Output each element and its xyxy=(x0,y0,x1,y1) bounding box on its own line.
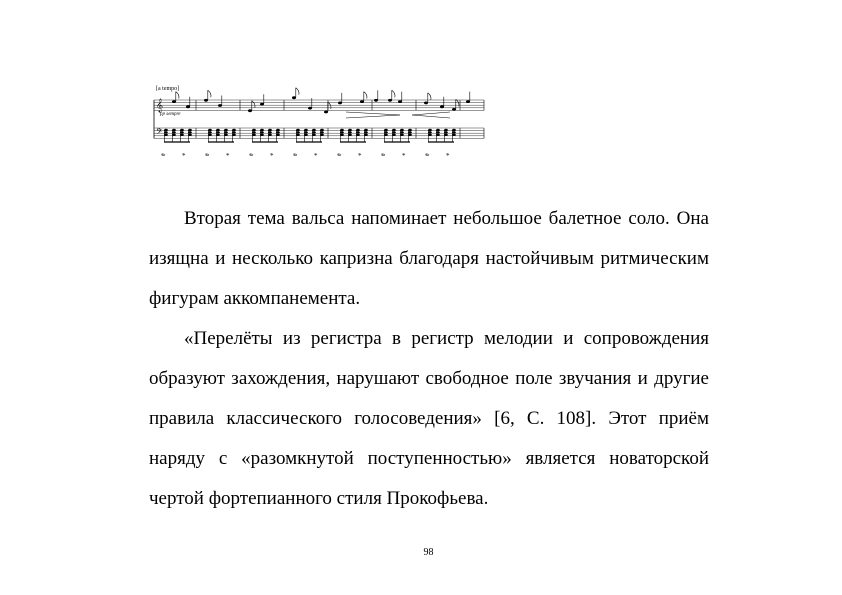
melody-note xyxy=(186,105,190,108)
melody-note xyxy=(374,99,378,102)
chord-note xyxy=(400,131,404,133)
chord-note xyxy=(364,129,368,131)
chord-note xyxy=(320,129,324,131)
chord-note xyxy=(180,134,184,136)
pedal-mark: 𝆮 xyxy=(204,152,209,160)
music-notation-excerpt xyxy=(150,84,486,162)
paragraph-1: Вторая тема вальса напоминает небольшое балетное соло. Она изящна и несколько капризна благодаря настойчивым ритмическим фигурам аккомпанемента. xyxy=(149,208,709,309)
chord-note xyxy=(384,134,388,136)
melody-note xyxy=(452,108,456,111)
diminuendo-hairpin xyxy=(412,112,450,118)
chord-note xyxy=(452,129,456,131)
note-flag xyxy=(364,92,367,99)
pedal-mark: 𝆮 xyxy=(248,152,253,160)
chord-note xyxy=(384,129,388,131)
chord-note xyxy=(252,131,256,133)
chord-note xyxy=(320,134,324,136)
chord-note xyxy=(172,134,176,136)
pedal-mark: 𝆮 xyxy=(424,152,429,160)
chord-note xyxy=(312,134,316,136)
chord-note xyxy=(436,129,440,131)
chord-note xyxy=(260,131,264,133)
chord-note xyxy=(348,131,352,133)
melody-note xyxy=(292,96,296,99)
chord-note xyxy=(364,134,368,136)
chord-note xyxy=(164,129,168,131)
chord-note xyxy=(268,131,272,133)
chord-note xyxy=(320,131,324,133)
chord-note xyxy=(276,131,280,133)
melody-note xyxy=(466,100,470,103)
chord-note xyxy=(180,129,184,131)
chord-note xyxy=(312,129,316,131)
chord-note xyxy=(224,134,228,136)
chord-note xyxy=(452,131,456,133)
chord-note xyxy=(296,131,300,133)
pedal-release-mark: * xyxy=(402,152,406,160)
chord-note xyxy=(188,129,192,131)
pedal-release-mark: * xyxy=(314,152,318,160)
chord-note xyxy=(444,131,448,133)
pedal-mark: 𝆮 xyxy=(160,152,165,160)
paragraph-2: «Перелёты из регистра в регистр мелодии и сопровождения образуют захождения, нарушают свободное поле звучания и другие правила классического голосоведения» [6, С. 108]. Этот приём наряду с «разомкнутой поступенностью» является новаторской чертой фортепианного стиля Прокофьева. xyxy=(149,328,709,509)
chord-note xyxy=(188,134,192,136)
chord-note xyxy=(216,134,220,136)
page-number: 98 xyxy=(423,547,434,558)
chord-note xyxy=(276,134,280,136)
chord-note xyxy=(304,134,308,136)
chord-note xyxy=(216,131,220,133)
note-flag xyxy=(392,90,395,97)
note-flag xyxy=(296,88,299,95)
melody-note xyxy=(204,99,208,102)
chord-note xyxy=(400,129,404,131)
note-flag xyxy=(428,93,431,100)
chord-note xyxy=(172,131,176,133)
chord-note xyxy=(304,131,308,133)
chord-note xyxy=(356,131,360,133)
chord-note xyxy=(408,134,412,136)
chord-note xyxy=(224,129,228,131)
note-flag xyxy=(208,90,211,97)
chord-note xyxy=(172,129,176,131)
pedal-mark: 𝆮 xyxy=(380,152,385,160)
chord-note xyxy=(268,129,272,131)
melody-note xyxy=(218,104,222,107)
pedal-release-mark: * xyxy=(446,152,450,160)
chord-note xyxy=(224,131,228,133)
chord-note xyxy=(392,131,396,133)
chord-note xyxy=(348,134,352,136)
crescendo-hairpin xyxy=(346,112,400,118)
chord-note xyxy=(268,134,272,136)
chord-note xyxy=(400,134,404,136)
melody-note xyxy=(248,109,252,112)
chord-note xyxy=(356,129,360,131)
chord-note xyxy=(232,131,236,133)
chord-note xyxy=(208,131,212,133)
chord-note xyxy=(444,134,448,136)
chord-note xyxy=(296,129,300,131)
chord-note xyxy=(428,134,432,136)
chord-note xyxy=(232,129,236,131)
melody-note xyxy=(398,100,402,103)
chord-note xyxy=(304,129,308,131)
chord-note xyxy=(444,129,448,131)
chord-note xyxy=(216,129,220,131)
chord-note xyxy=(452,134,456,136)
chord-note xyxy=(428,129,432,131)
melody-note xyxy=(260,103,264,106)
treble-clef-mark: 𝄞 xyxy=(156,98,164,112)
chord-note xyxy=(408,129,412,131)
melody-note xyxy=(440,105,444,108)
chord-note xyxy=(208,129,212,131)
chord-note xyxy=(164,134,168,136)
melody-note xyxy=(424,102,428,105)
pedal-release-mark: * xyxy=(270,152,274,160)
chord-note xyxy=(436,134,440,136)
note-flag xyxy=(252,101,255,108)
chord-note xyxy=(436,131,440,133)
chord-note xyxy=(252,129,256,131)
chord-note xyxy=(364,131,368,133)
chord-note xyxy=(276,129,280,131)
dynamic-marking: pp sempre xyxy=(160,112,181,117)
chord-note xyxy=(208,134,212,136)
chord-note xyxy=(296,134,300,136)
pedal-release-mark: * xyxy=(182,152,186,160)
pedal-mark: 𝆮 xyxy=(336,152,341,160)
melody-note xyxy=(360,100,364,103)
chord-note xyxy=(312,131,316,133)
chord-note xyxy=(392,129,396,131)
chord-note xyxy=(348,129,352,131)
chord-note xyxy=(408,131,412,133)
chord-note xyxy=(188,131,192,133)
chord-note xyxy=(340,134,344,136)
chord-note xyxy=(392,134,396,136)
chord-note xyxy=(356,134,360,136)
melody-note xyxy=(172,100,176,103)
melody-note xyxy=(338,102,342,105)
chord-note xyxy=(340,129,344,131)
chord-note xyxy=(384,131,388,133)
melody-note xyxy=(308,107,312,110)
chord-note xyxy=(180,131,184,133)
chord-note xyxy=(260,129,264,131)
tempo-marking: [a tempo] xyxy=(156,86,180,92)
bass-clef-mark: 𝄢 xyxy=(156,128,163,139)
pedal-release-mark: * xyxy=(226,152,230,160)
pedal-mark: 𝆮 xyxy=(292,152,297,160)
melody-note xyxy=(388,99,392,102)
chord-note xyxy=(260,134,264,136)
pedal-release-mark: * xyxy=(358,152,362,160)
chord-note xyxy=(428,131,432,133)
chord-note xyxy=(252,134,256,136)
music-notation-image xyxy=(150,84,486,162)
chord-note xyxy=(164,131,168,133)
body-text xyxy=(149,199,709,519)
chord-note xyxy=(340,131,344,133)
melody-note xyxy=(324,111,328,114)
chord-note xyxy=(232,134,236,136)
